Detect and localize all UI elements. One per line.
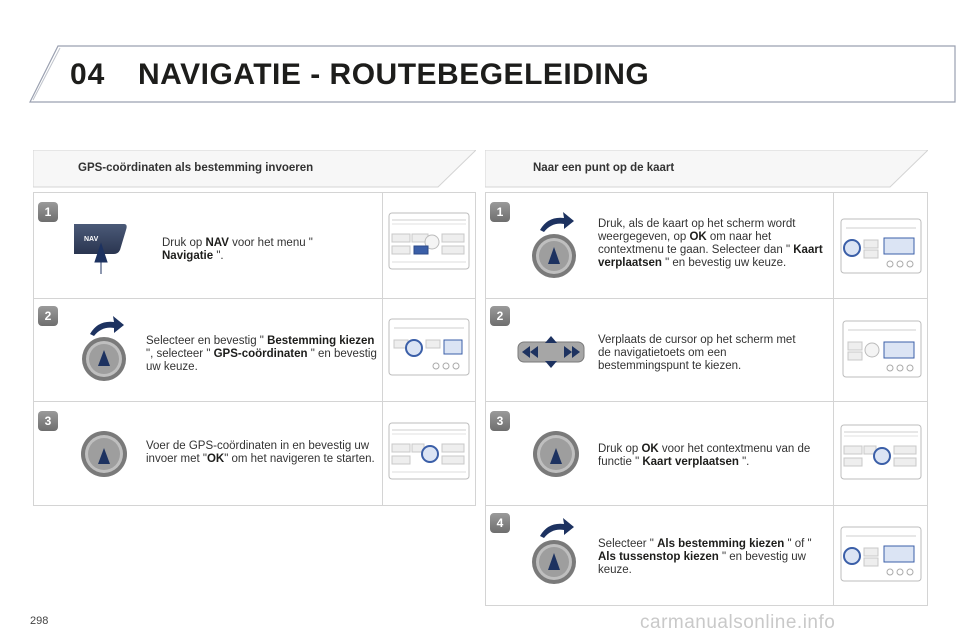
radio-panel-illustration: [840, 424, 922, 480]
left-step-3-text: Voer de GPS-coördinaten in en bevestig uw invoer met "OK" om het navigeren te starten.: [146, 440, 375, 465]
radio-panel-illustration: [388, 422, 470, 480]
step-number-badge: 1: [490, 202, 510, 222]
nav-key-label: NAV: [84, 236, 99, 243]
knob-icon: [530, 428, 582, 486]
step-number-badge: 2: [38, 306, 58, 326]
left-step-divider-1: [33, 298, 476, 299]
left-column-divider: [382, 192, 383, 506]
radio-panel-illustration: [840, 526, 922, 582]
right-step-divider-2: [485, 401, 928, 402]
radio-panel-illustration: [842, 320, 922, 378]
right-column-divider: [833, 192, 834, 606]
left-step-divider-2: [33, 401, 476, 402]
right-section-header: [485, 150, 928, 188]
step-number-badge: 3: [490, 411, 510, 431]
page-number: 298: [30, 615, 49, 627]
right-step-divider-1: [485, 298, 928, 299]
radio-panel-illustration: [388, 212, 470, 270]
right-section-title: Naar een punt op de kaart: [533, 162, 675, 174]
right-step-1-text: Druk, als de kaart op het scherm wordt weergegeven, op OK om naar het contextmenu te gaan. Selecteer dan " Kaart verplaatsen " en bevestig uw keuze.: [598, 218, 823, 269]
right-step-divider-3: [485, 505, 928, 506]
left-step-1-text: Druk op NAV voor het menu " Navigatie ".: [162, 237, 313, 262]
step-number-badge: 3: [38, 411, 58, 431]
step-number-badge: 4: [490, 513, 510, 533]
chapter-title: NAVIGATIE - ROUTEBEGELEIDING: [138, 58, 650, 91]
direction-pad-icon: [516, 334, 586, 370]
left-step-2-text: Selecteer en bevestig " Bestemming kiezen ", selecteer " GPS-coördinaten " en bevestig uw keuze.: [146, 335, 377, 373]
right-step-4-text: Selecteer " Als bestemming kiezen " of " Als tussenstop kiezen " en bevestig uw keuze.: [598, 538, 812, 576]
knob-push-arrow-icon: [530, 210, 580, 282]
radio-panel-illustration: [388, 318, 470, 376]
radio-panel-illustration: [840, 218, 922, 274]
knob-push-arrow-icon: [530, 516, 580, 588]
knob-push-arrow-icon: [80, 314, 130, 384]
step-number-badge: 2: [490, 306, 510, 326]
header-frame: [0, 0, 960, 110]
left-section-header: [33, 150, 476, 188]
right-step-2-text: Verplaats de cursor op het scherm met de navigatietoets om een bestemmingspunt te kiezen.: [598, 334, 796, 372]
left-section-title: GPS-coördinaten als bestemming invoeren: [78, 162, 314, 174]
knob-icon: [78, 428, 130, 486]
nav-button-icon: [72, 222, 134, 274]
step-number-badge: 1: [38, 202, 58, 222]
watermark: carmanualsonline.info: [640, 612, 836, 633]
right-step-3-text: Druk op OK voor het contextmenu van de functie " Kaart verplaatsen ".: [598, 443, 811, 468]
chapter-number: 04: [70, 58, 106, 91]
